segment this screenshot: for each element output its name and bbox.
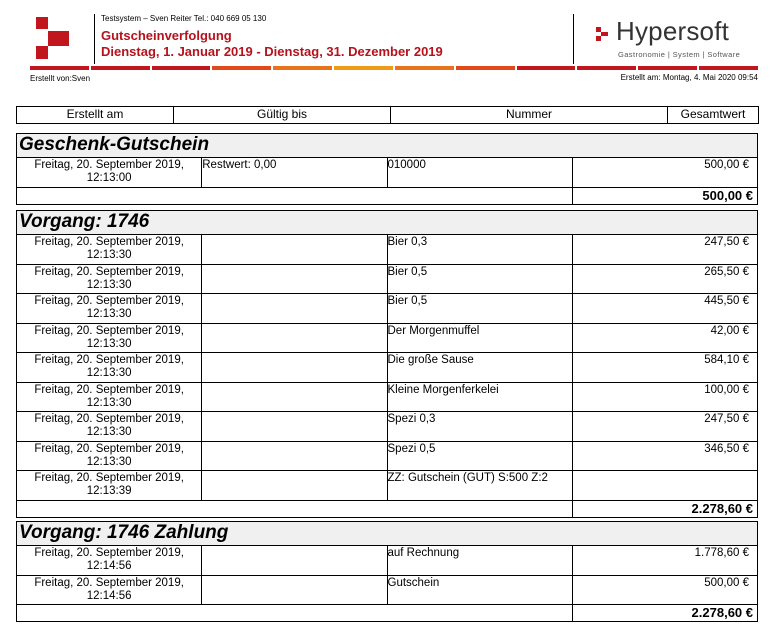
cell-value: 346,50 € [572,441,757,471]
column-header [16,106,759,124]
cell-value: 100,00 € [572,382,757,412]
cell-valid [202,382,387,412]
cell-number: Kleine Morgenferkelei [387,382,572,412]
created-by: Erstellt von:Sven [30,74,91,83]
brand-tagline: Gastronomie | System | Software [618,50,741,59]
cell-valid: Restwert: 0,00 [202,158,387,188]
cell-value: 584,10 € [572,353,757,383]
table-row [17,264,758,294]
col-created: Erstellt am [17,107,174,124]
cell-value [572,471,757,501]
cell-created: Freitag, 20. September 2019, 12:13:30 [17,441,202,471]
cell-value: 1.778,60 € [572,546,757,576]
cell-number: Spezi 0,3 [387,412,572,442]
col-total: Gesamtwert [668,107,759,124]
cell-valid [202,471,387,501]
cell-created: Freitag, 20. September 2019, 12:13:30 [17,412,202,442]
cell-value: 500,00 € [572,575,757,605]
cell-value: 445,50 € [572,294,757,324]
header-divider [94,14,95,64]
cell-created: Freitag, 20. September 2019, 12:14:56 [17,575,202,605]
cell-number: Bier 0,3 [387,235,572,265]
hypersoft-mark-icon [596,27,608,41]
cell-number: Bier 0,5 [387,294,572,324]
cell-created: Freitag, 20. September 2019, 12:13:30 [17,323,202,353]
table-row [17,471,758,501]
cell-value: 42,00 € [572,323,757,353]
col-valid: Gültig bis [174,107,391,124]
section-total-row [17,605,758,622]
section-title: Geschenk-Gutschein [17,134,758,158]
cell-number: Bier 0,5 [387,264,572,294]
brand-name: Hypersoft [616,16,730,46]
cell-created: Freitag, 20. September 2019, 12:13:00 [17,158,202,188]
cell-created: Freitag, 20. September 2019, 12:13:30 [17,382,202,412]
cell-number: 010000 [387,158,572,188]
cell-valid [202,353,387,383]
cell-created: Freitag, 20. September 2019, 12:13:30 [17,353,202,383]
cell-valid [202,546,387,576]
table-row [17,323,758,353]
cell-valid [202,441,387,471]
table-row [17,546,758,576]
table-row [17,235,758,265]
cell-valid [202,294,387,324]
cell-valid [202,323,387,353]
cell-number: Der Morgenmuffel [387,323,572,353]
section-geschenk-gutschein [16,133,758,205]
section-total: 500,00 € [572,187,757,204]
company-logo [36,17,70,59]
table-row [17,353,758,383]
cell-created: Freitag, 20. September 2019, 12:13:30 [17,294,202,324]
cell-created: Freitag, 20. September 2019, 12:14:56 [17,546,202,576]
cell-valid [202,264,387,294]
table-row [17,294,758,324]
color-stripe [30,66,758,70]
cell-created: Freitag, 20. September 2019, 12:13:30 [17,235,202,265]
section-title: Vorgang: 1746 [17,211,758,235]
col-number: Nummer [391,107,668,124]
report-title: Gutscheinverfolgung [101,28,232,43]
section-vorgang-1746 [16,210,758,518]
cell-number: Die große Sause [387,353,572,383]
cell-number: auf Rechnung [387,546,572,576]
system-line: Testsystem – Sven Reiter Tel.: 040 669 05 130 [101,14,267,23]
section-total-row [17,500,758,517]
cell-value: 265,50 € [572,264,757,294]
date-range: Dienstag, 1. Januar 2019 - Dienstag, 31. Dezember 2019 [101,44,443,59]
table-row [17,575,758,605]
section-total: 2.278,60 € [572,605,757,622]
cell-value: 247,50 € [572,235,757,265]
table-row [17,158,758,188]
created-on: Erstellt am: Montag, 4. Mai 2020 09:54 [620,73,758,82]
hypersoft-logo [578,14,766,64]
section-total-row [17,187,758,204]
cell-number: ZZ: Gutschein (GUT) S:500 Z:2 [387,471,572,501]
section-vorgang-1746-zahlung [16,521,758,622]
cell-valid [202,575,387,605]
cell-created: Freitag, 20. September 2019, 12:13:30 [17,264,202,294]
cell-value: 247,50 € [572,412,757,442]
cell-number: Gutschein [387,575,572,605]
section-total: 2.278,60 € [572,500,757,517]
section-title: Vorgang: 1746 Zahlung [17,522,758,546]
brand-divider [573,14,574,64]
cell-number: Spezi 0,5 [387,441,572,471]
cell-created: Freitag, 20. September 2019, 12:13:39 [17,471,202,501]
table-row [17,412,758,442]
table-row [17,441,758,471]
cell-value: 500,00 € [572,158,757,188]
cell-valid [202,412,387,442]
table-row [17,382,758,412]
cell-valid [202,235,387,265]
